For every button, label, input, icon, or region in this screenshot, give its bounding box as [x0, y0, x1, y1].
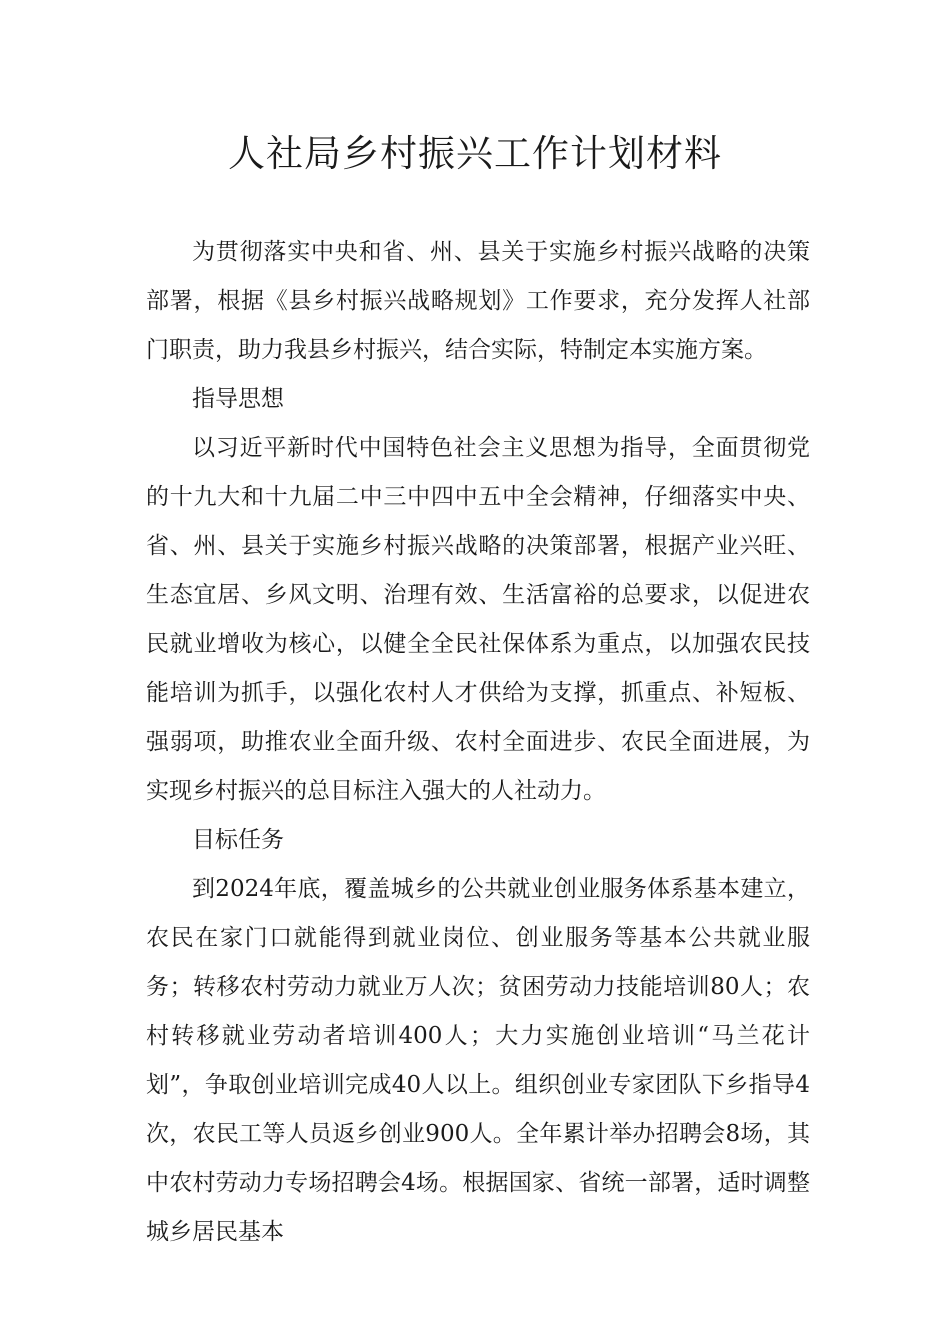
document-title: 人社局乡村振兴工作计划材料 [228, 132, 722, 175]
intro-paragraph: 为贯彻落实中央和省、州、县关于实施乡村振兴战略的决策部署，根据《县乡村振兴战略规划》工作要求，充分发挥人社部门职责，助力我县乡村振兴，结合实际，特制定本实施方案。 [146, 239, 810, 363]
section-heading-goals-tasks: 目标任务 [192, 827, 284, 853]
guiding-ideology-paragraph: 以习近平新时代中国特色社会主义思想为指导，全面贯彻党的十九大和十九届二中三中四中五中全会精神，仔细落实中央、省、州、县关于实施乡村振兴战略的决策部署，根据产业兴旺、生态宜居、乡风文明、治理有效、生活富裕的总要求，以促进农民就业增收为核心，以健全全民社保体系为重点，以加强农民技能培训为抓手，以强化农村人才供给为支撑，抓重点、补短板、强弱项，助推农业全面升级、农村全面进步、农民全面进展，为实现乡村振兴的总目标注入强大的人社动力。 [146, 435, 810, 804]
goals-tasks-paragraph: 到2024年底，覆盖城乡的公共就业创业服务体系基本建立，农民在家门口就能得到就业岗位、创业服务等基本公共就业服务；转移农村劳动力就业万人次；贫困劳动力技能培训80人；农村转移就业劳动者培训400人；大力实施创业培训“马兰花计划”，争取创业培训完成40人以上。组织创业专家团队下乡指导4次，农民工等人员返乡创业900人。全年累计举办招聘会8场，其中农村劳动力专场招聘会4场。根据国家、省统一部署，适时调整城乡居民基本 [146, 876, 810, 1245]
section-heading-guiding-ideology: 指导思想 [192, 386, 284, 412]
document-body [146, 228, 810, 1257]
